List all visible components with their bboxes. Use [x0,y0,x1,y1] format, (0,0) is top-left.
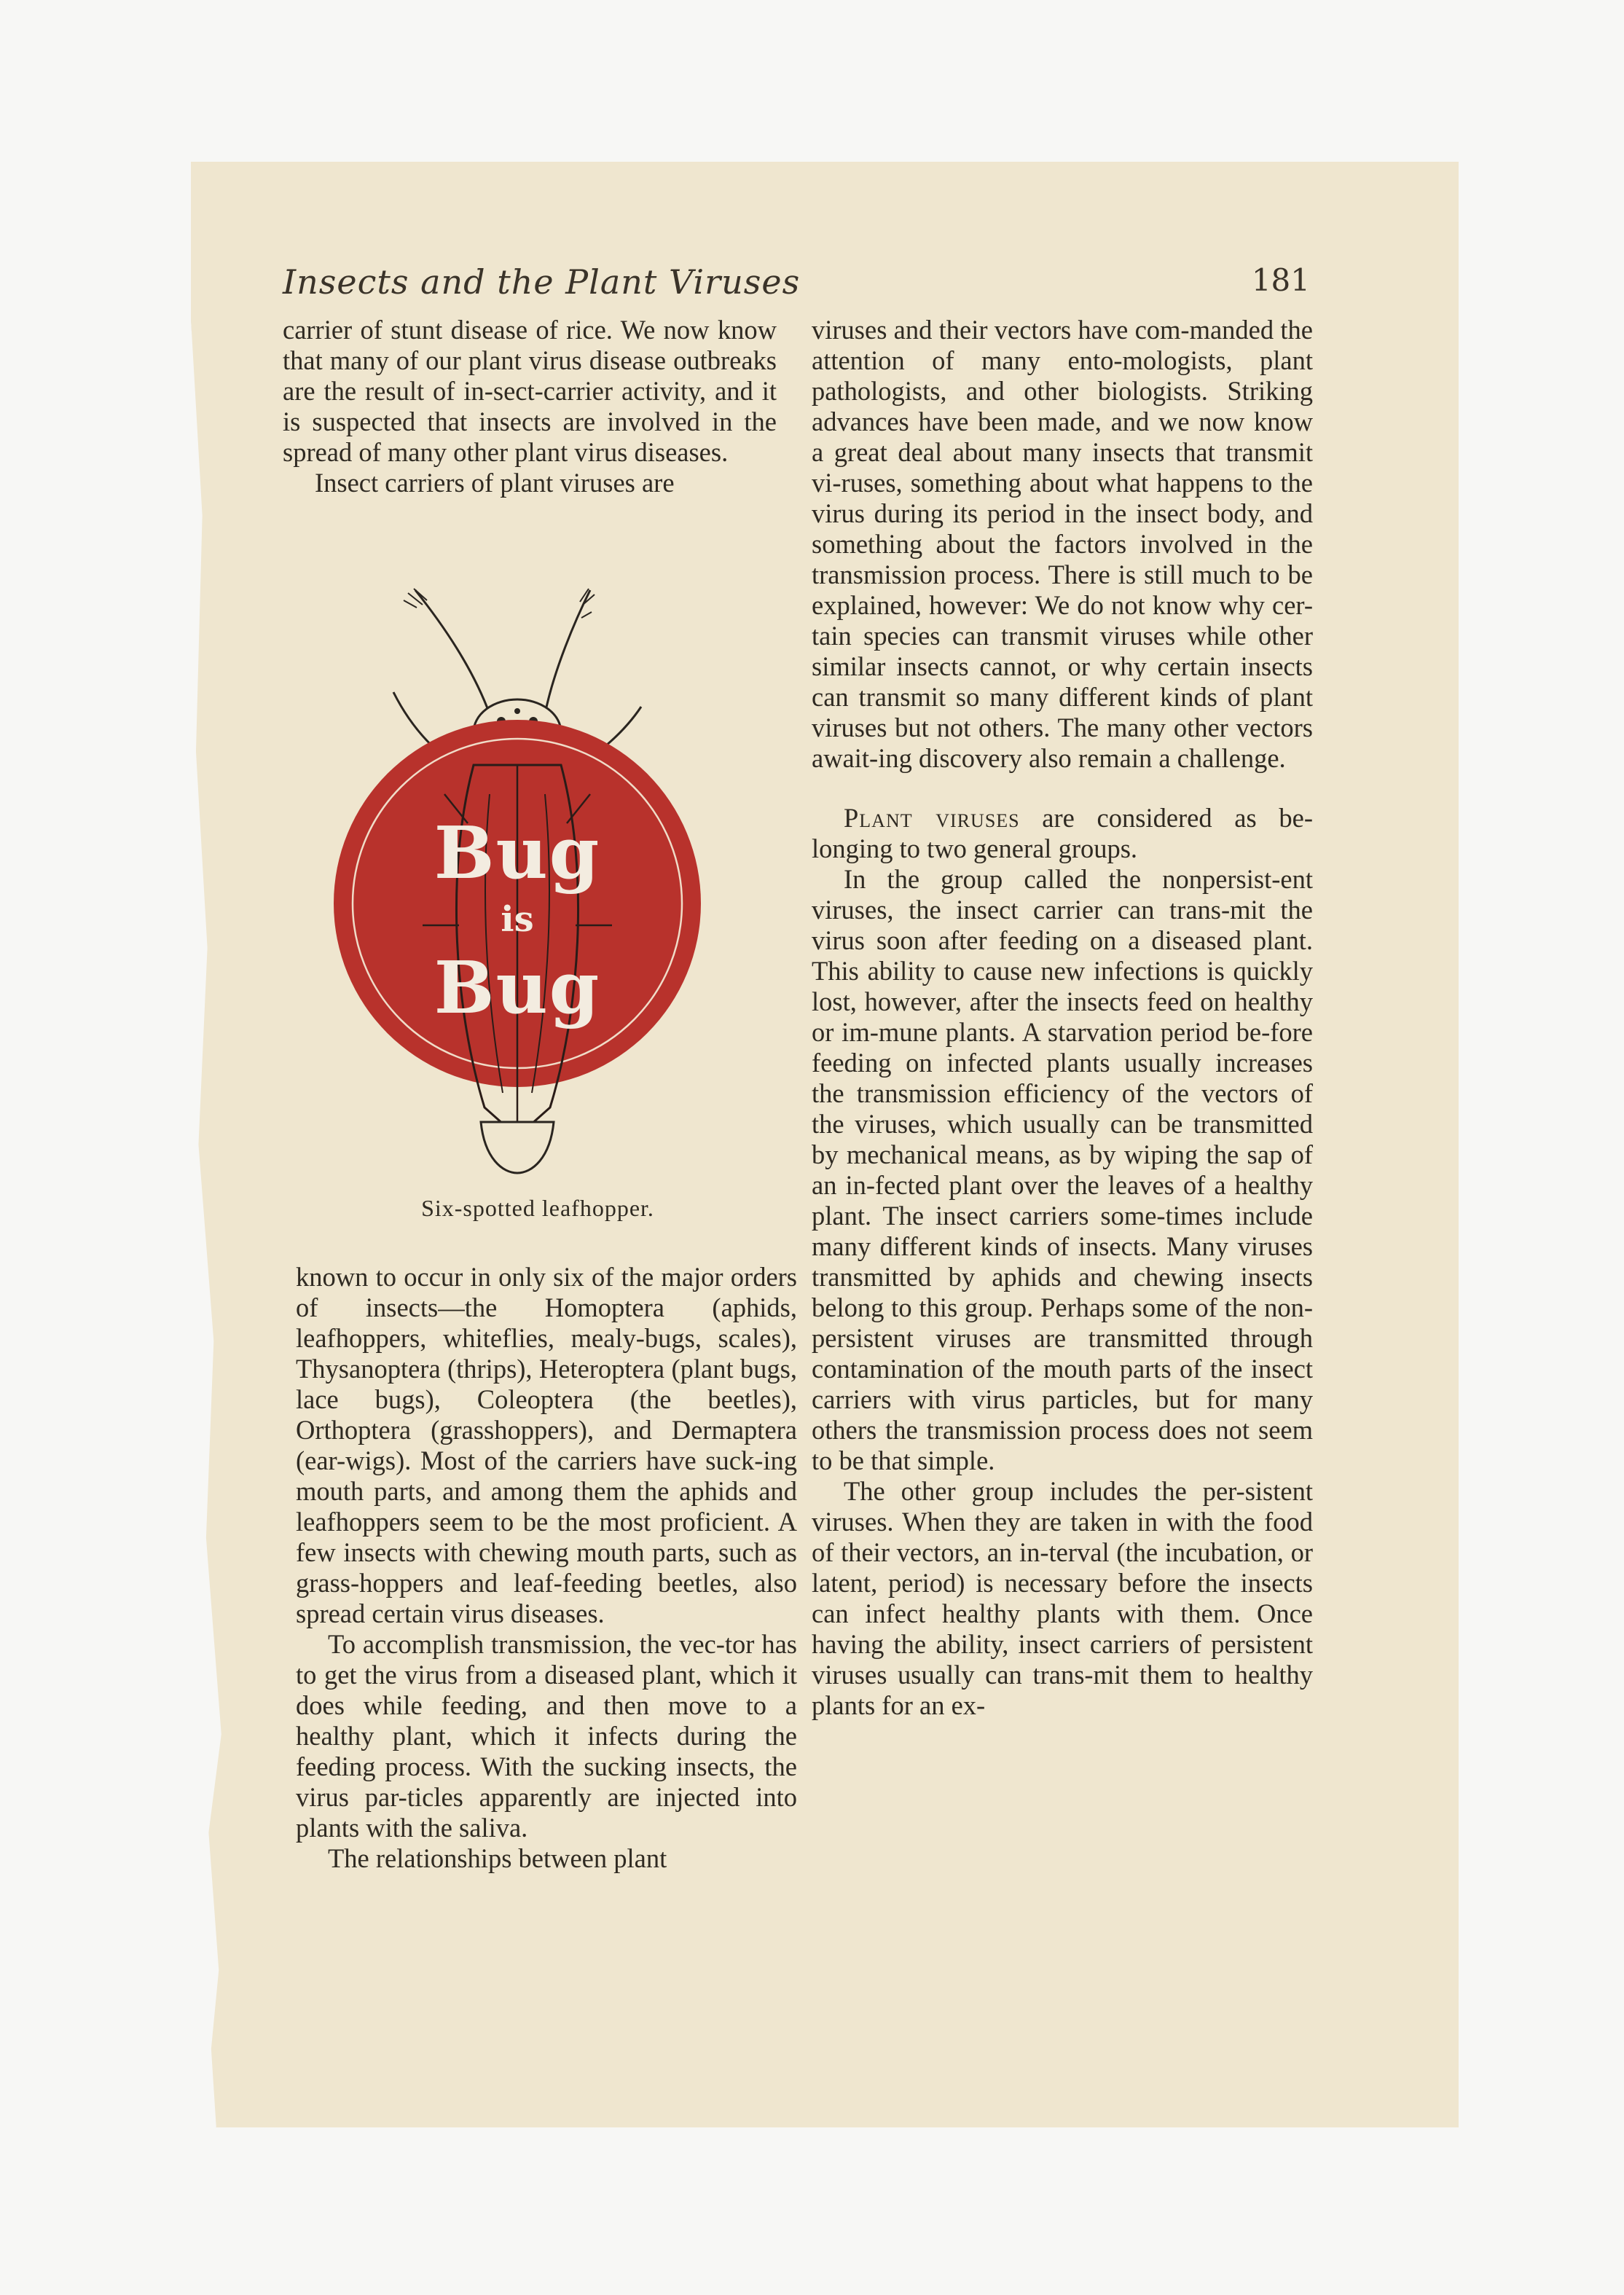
paragraph: The other group includes the per-sistent viruses. When they are taken in with the food of their vectors, an in-terval (the incubation, or latent, period) is necessary before the insects can infect healthy plants with them. Once having the ability, insect carriers of persistent viruses usually can trans-mit them to healthy plants for an ex- [812,1476,1313,1720]
left-column-top [283,315,777,498]
svg-text:Bug: Bug [434,812,601,895]
page-number: 181 [1251,262,1310,298]
left-column-bottom [296,1262,797,1874]
paragraph: viruses and their vectors have com-manded the attention of many ento-mologists, plant pathologists, and other biologists. Striking advances have been made, and we now know a great deal about many insects that transmit vi-ruses, something about what happens to the virus during its period in the insect body, and something about the factors involved in the transmission process. There is still much to be explained, however: We do not know why cer-tain species can transmit viruses while other similar insects cannot, or why certain insects can transmit so many different kinds of plant viruses but not others. The many other vectors await-ing discovery also remain a challenge. [812,315,1313,773]
paragraph: carrier of stunt disease of rice. We now know that many of our plant virus disease outbreaks are the result of in-sect-carrier activity, and it is suspected that insects are involved in the spread of many other plant virus diseases. [283,315,777,467]
page-header [283,262,1310,313]
section-paragraph [812,803,1313,864]
leafhopper-illustration [299,583,736,1188]
paragraph: In the group called the nonpersist-ent viruses, the insect carrier can trans-mit the virus soon after feeding on a diseased plant. This ability to cause new infections is quickly lost, however, after the insects feed on healthy or im-mune plants. A starvation period be-fore feeding on infected plants usually increases the transmission efficiency of the vectors of the viruses, which usually can be transmitted by mechanical means, as by wiping the sap of an in-fected plant over the leaves of a healthy plant. The insect carriers some-times include many different kinds of insects. Many viruses transmitted by aphids and chewing insects belong to this group. Perhaps some of the non-persistent viruses are transmitted through contamination of the mouth parts of the insect carriers with virus particles, but for many others the transmission process does not seem to be that simple. [812,864,1313,1475]
paragraph: known to occur in only six of the major orders of insects—the Homoptera (aphids, leafhoppers, whiteflies, mealy-bugs, scales), Thysanoptera (thrips), Heteroptera (plant bugs, lace bugs), Coleoptera (the beetles), Orthoptera (grasshoppers), and Dermaptera (ear-wigs). Most of the carriers have suck-ing mouth parts, and among them the aphids and leafhoppers seem to be the most proficient. A few insects with chewing mouth parts, such as grass-hoppers and leaf-feeding beetles, also spread certain virus diseases. [296,1262,797,1628]
svg-text:is: is [501,899,534,940]
section-lead: Plant viruses [844,803,1020,833]
running-title: Insects and the Plant Viruses [283,262,801,302]
figure-caption: Six-spotted leafhopper. [421,1195,654,1221]
paragraph: Insect carriers of plant viruses are [315,468,675,498]
right-column [812,315,1313,1721]
paragraph: The relationships between plant [328,1843,667,1873]
svg-text:Bug: Bug [434,946,601,1030]
paragraph: To accomplish transmission, the vec-tor has to get the virus from a diseased plant, which it does while feeding, and then move to a healthy plant, which it infects during the feeding process. With the sucking insects, the virus par-ticles apparently are injected into plants with the saliva. [296,1629,797,1843]
section-lead-rest: are considered as be-longing to two general groups. [812,803,1313,863]
